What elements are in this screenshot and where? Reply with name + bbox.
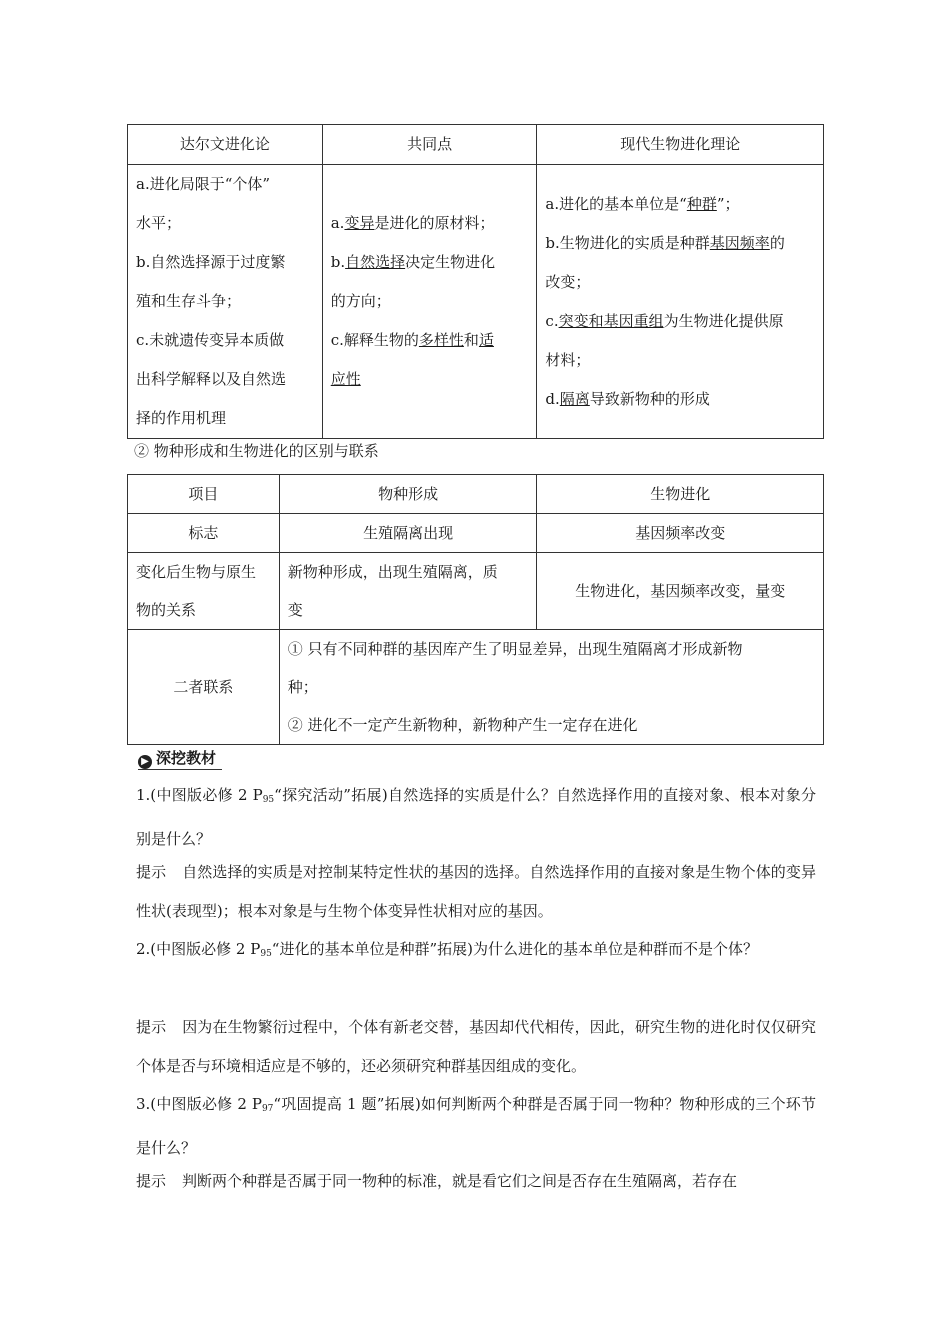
header-evolution: 生物进化: [537, 475, 824, 514]
question-3: 3.(中图版必修 2 $P_{97}“$巩固提高 1 题”拓展)如何判断两个种群是否属于同一物种？物种形成的三个环节是什么？: [136, 1095, 816, 1157]
answer-3: 提示 判断两个种群是否属于同一物种的标准，就是看它们之间是否存在生殖隔离，若存在: [136, 1172, 738, 1190]
header-item: 项目: [128, 475, 280, 514]
relation-evolution: 生物进化，基因频率改变，量变: [537, 553, 824, 630]
header-darwin: 达尔文进化论: [128, 125, 323, 165]
table2-caption: ② 物种形成和生物进化的区别与联系: [134, 442, 379, 460]
header-speciation: 物种形成: [279, 475, 537, 514]
header-modern: 现代生物进化理论: [537, 125, 824, 165]
answer-1: 提示 自然选择的实质是对控制某特定性状的基因的选择。自然选择作用的直接对象是生物个体的变异性状(表现型)；根本对象是与生物个体变异性状相对应的基因。: [136, 863, 816, 920]
sign-speciation: 生殖隔离出现: [279, 514, 537, 553]
link-text: ① 只有不同种群的基因库产生了明显差异，出现生殖隔离才形成新物 种； ② 进化不一定产生新物种，新物种产生一定存在进化: [279, 630, 823, 745]
sign-evolution: 基因频率改变: [537, 514, 824, 553]
question-1: 1.(中图版必修 2 $P_{95}“$探究活动”拓展)自然选择的实质是什么？自然选择作用的直接对象、根本对象分别是什么？: [136, 786, 816, 848]
comparison-table: [127, 124, 824, 439]
header-common: 共同点: [322, 125, 537, 165]
question-2: 2.(中图版必修 2 $P_{95}“$进化的基本单位是种群”拓展)为什么进化的基本单位是种群而不是个体？: [136, 940, 758, 959]
speciation-evolution-table: [127, 474, 824, 745]
row-label-relation: 变化后生物与原生 物的关系: [128, 553, 280, 630]
row-label-sign: 标志: [128, 514, 280, 553]
section-title: ▶ 深挖教材: [138, 747, 222, 770]
relation-speciation: 新物种形成，出现生殖隔离，质 变: [279, 553, 537, 630]
play-icon: ▶: [138, 755, 152, 769]
modern-cell: a.进化的基本单位是“种群”； b.生物进化的实质是种群基因频率的 改变； c.突变和基因重组为生物进化提供原 材料； d.隔离导致新物种的形成: [537, 165, 824, 439]
common-cell: a.变异是进化的原材料； b.自然选择决定生物进化 的方向； c.解释生物的多样性和适 应性: [322, 165, 537, 439]
answer-2: 提示 因为在生物繁衍过程中，个体有新老交替，基因却代代相传，因此，研究生物的进化时仅仅研究个体是否与环境相适应是不够的，还必须研究种群基因组成的变化。: [136, 1018, 816, 1075]
row-label-link: 二者联系: [128, 630, 280, 745]
darwin-cell: a.进化局限于“个体” 水平； b.自然选择源于过度繁 殖和生存斗争； c.未就遗传变异本质做 出科学解释以及自然选 择的作用机理: [128, 165, 323, 439]
